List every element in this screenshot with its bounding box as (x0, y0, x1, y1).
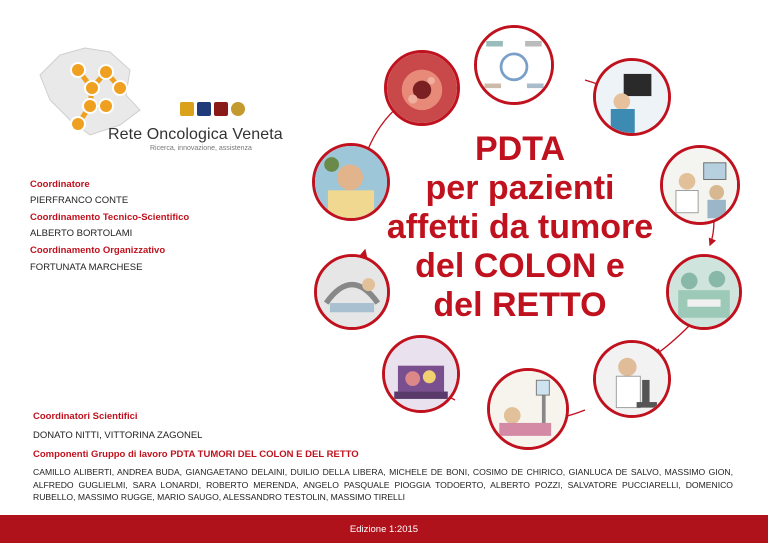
title-line: per pazienti (425, 169, 615, 207)
scientific-role: Coordinatori Scientifici (33, 411, 138, 422)
brand-name: Rete Oncologica Veneta (108, 126, 283, 143)
seal-icon (214, 102, 228, 116)
working-group-role: Componenti Gruppo di lavoro PDTA TUMORI DEL COLON E DEL RETTO (33, 449, 359, 460)
seal-icon (197, 102, 211, 116)
document-title (385, 130, 655, 325)
institution-seals (180, 102, 245, 116)
organizational-name: FORTUNATA MARCHESE (30, 262, 143, 273)
technical-name: ALBERTO BORTOLAMI (30, 228, 133, 239)
working-group-members: CAMILLO ALIBERTI, ANDREA BUDA, GIANGAETANO DELAINI, DUILIO DELLA LIBERA, MICHELE DE BONI, COSIMO DE CHIRICO, GIANLUCA DE SALVO, MASSIMO GION, ALFREDO GUGLIELMI, SARA LONARDI, ROBERTO MERENDA, ANGELO PASQUALE PIOGGIA TODOERTO, ALBERTO POZZI, SALVATORE PUCCIARELLI, DOMENICO RUBELLO, MASSIMO RUGGE, MARIO SAUGO, ALESSANDRO TESTOLIN, MASSIMO TIRELLI (33, 467, 733, 502)
pathologist-microscope-image (593, 340, 671, 418)
seal-icon (180, 102, 194, 116)
technical-role: Coordinamento Tecnico-Scientifico (30, 212, 190, 223)
footer-bar (0, 515, 768, 543)
brand-tagline: Ricerca, innovazione, assistenza (150, 145, 252, 152)
coordinator-role: Coordinatore (30, 179, 90, 190)
nutrition-image (382, 335, 460, 413)
title-line: PDTA (474, 130, 566, 168)
seal-icon (231, 102, 245, 116)
radiotherapy-image (314, 254, 390, 330)
patient-infusion-image (487, 368, 569, 450)
surgery-image (666, 254, 742, 330)
medical-consultation-image (660, 145, 740, 225)
pathway-diagram-image (474, 25, 554, 105)
title-line: del COLON e (415, 247, 625, 285)
edition-label: Edizione 1:2015 (349, 523, 419, 535)
colonoscopy-image (384, 50, 460, 126)
patient-care-image (312, 143, 390, 221)
doctor-reading-xray-image (593, 58, 671, 136)
title-line: affetti da tumore (386, 208, 654, 246)
coordinator-name: PIERFRANCO CONTE (30, 195, 129, 206)
scientific-names: DONATO NITTI, VITTORINA ZAGONEL (33, 430, 203, 441)
organizational-role: Coordinamento Organizzativo (30, 245, 166, 256)
title-line: del RETTO (433, 286, 607, 324)
